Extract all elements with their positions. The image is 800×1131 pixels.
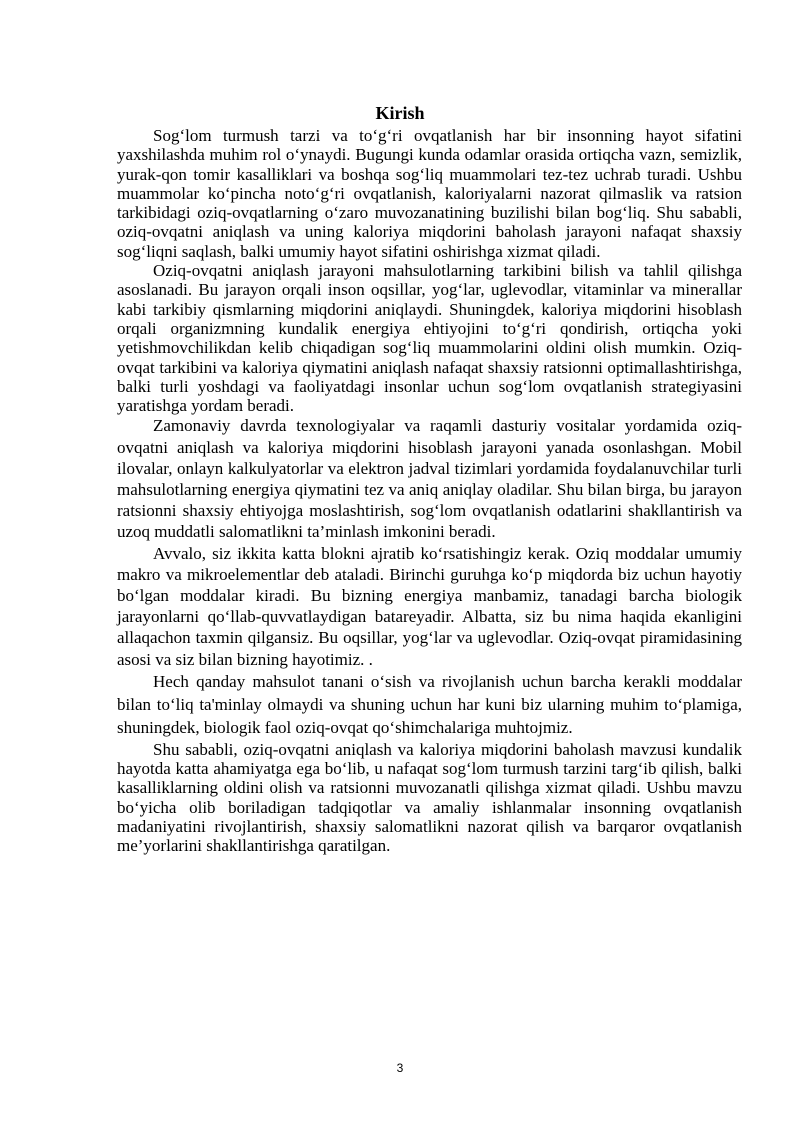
document-body [117, 126, 742, 856]
paragraph-5: Hech qanday mahsulot tanani o‘sish va rivojlanish uchun barcha kerakli moddalar bilan to‘liq ta'minlay olmaydi va shuning uchun har kuni biz ularning muhim to‘plamiga, shuningdek, biologik faol oziq-ovqat qo‘shimchalariga muhtojmiz. [117, 671, 742, 738]
paragraph-2: Oziq-ovqatni aniqlash jarayoni mahsulotlarning tarkibini bilish va tahlil qilishga asoslanadi. Bu jarayon orqali inson oqsillar, yog‘lar, uglevodlar, vitaminlar va minerallar kabi tarkibiy qismlarning miqdorini aniqlaydi. Shuningdek, kaloriya miqdorini hisoblash orqali organizmning kundalik energiya ehtiyojini to‘g‘ri qondirish, ortiqcha yoki yetishmovchilikdan kelib chiqadigan sog‘liq muammolarini oldini olish mumkin. Oziq-ovqat tarkibini va kaloriya qiymatini aniqlash nafaqat shaxsiy ratsionni optimallashtirishga, balki turli yoshdagi va faoliyatdagi insonlar uchun sog‘lom ovqatlanish strategiyasini yaratishga yordam beradi. [117, 261, 742, 416]
page-number: 3 [396, 1061, 404, 1075]
paragraph-3: Zamonaviy davrda texnologiyalar va raqamli dasturiy vositalar yordamida oziq-ovqatni aniqlash va kaloriya miqdorini hisoblash jarayoni yanada osonlashgan. Mobil ilovalar, onlayn kalkulyatorlar va elektron jadval tizimlari yordamida foydalanuvchilar turli mahsulotlarning energiya qiymatini tez va aniq aniqlay oladilar. Shu bilan birga, bu jarayon ratsionni shaxsiy ehtiyojga moslashtirish, sog‘lom ovqatlanish odatlarini shakllantirish va uzoq muddatli salomatlikni ta’minlash imkonini beradi. [117, 416, 742, 542]
paragraph-1: Sog‘lom turmush tarzi va to‘g‘ri ovqatlanish har bir insonning hayot sifatini yaxshilashda muhim rol o‘ynaydi. Bugungi kunda odamlar orasida ortiqcha vazn, semizlik, yurak-qon tomir kasalliklari va boshqa sog‘liq muammolari tez-tez uchrab turadi. Ushbu muammolar ko‘pincha noto‘g‘ri ovqatlanish, kaloriyalarni nazorat qilmaslik va ratsion tarkibidagi oziq-ovqatlarning o‘zaro muvozanatining buzilishi bilan bog‘liq. Shu sababli, oziq-ovqatni aniqlash va uning kaloriya miqdorini baholash jarayoni nafaqat shaxsiy sog‘liqni saqlash, balki umumiy hayot sifatini oshirishga xizmat qiladi. [117, 126, 742, 261]
paragraph-4: Avvalo, siz ikkita katta blokni ajratib ko‘rsatishingiz kerak. Oziq moddalar umumiy makro va mikroelementlar deb ataladi. Birinchi guruhga ko‘p miqdorda biz uchun hayotiy bo‘lgan moddalar kiradi. Bu bizning energiya manbamiz, tanadagi barcha biologik jarayonlarni qo‘llab-quvvatlaydigan batareyadir. Albatta, siz bu nima haqida ekanligini allaqachon taxmin qilgansiz. Bu oqsillar, yog‘lar va uglevodlar. Oziq-ovqat piramidasining asosi va siz bilan bizning hayotimiz. . [117, 543, 742, 669]
paragraph-6: Shu sababli, oziq-ovqatni aniqlash va kaloriya miqdorini baholash mavzusi kundalik hayotda katta ahamiyatga ega bo‘lib, u nafaqat sog‘lom turmush tarzini targ‘ib qilish, balki kasalliklarning oldini olish va ratsionni muvozanatli qilishga xizmat qiladi. Ushbu mavzu bo‘yicha olib boriladigan tadqiqotlar va amaliy ishlanmalar insonning ovqatlanish madaniyatini rivojlantirish, shaxsiy salomatlikni nazorat qilish va barqaror ovqatlanish me’yorlarini shakllantirishga qaratilgan. [117, 739, 742, 856]
section-title: Kirish [375, 103, 425, 123]
